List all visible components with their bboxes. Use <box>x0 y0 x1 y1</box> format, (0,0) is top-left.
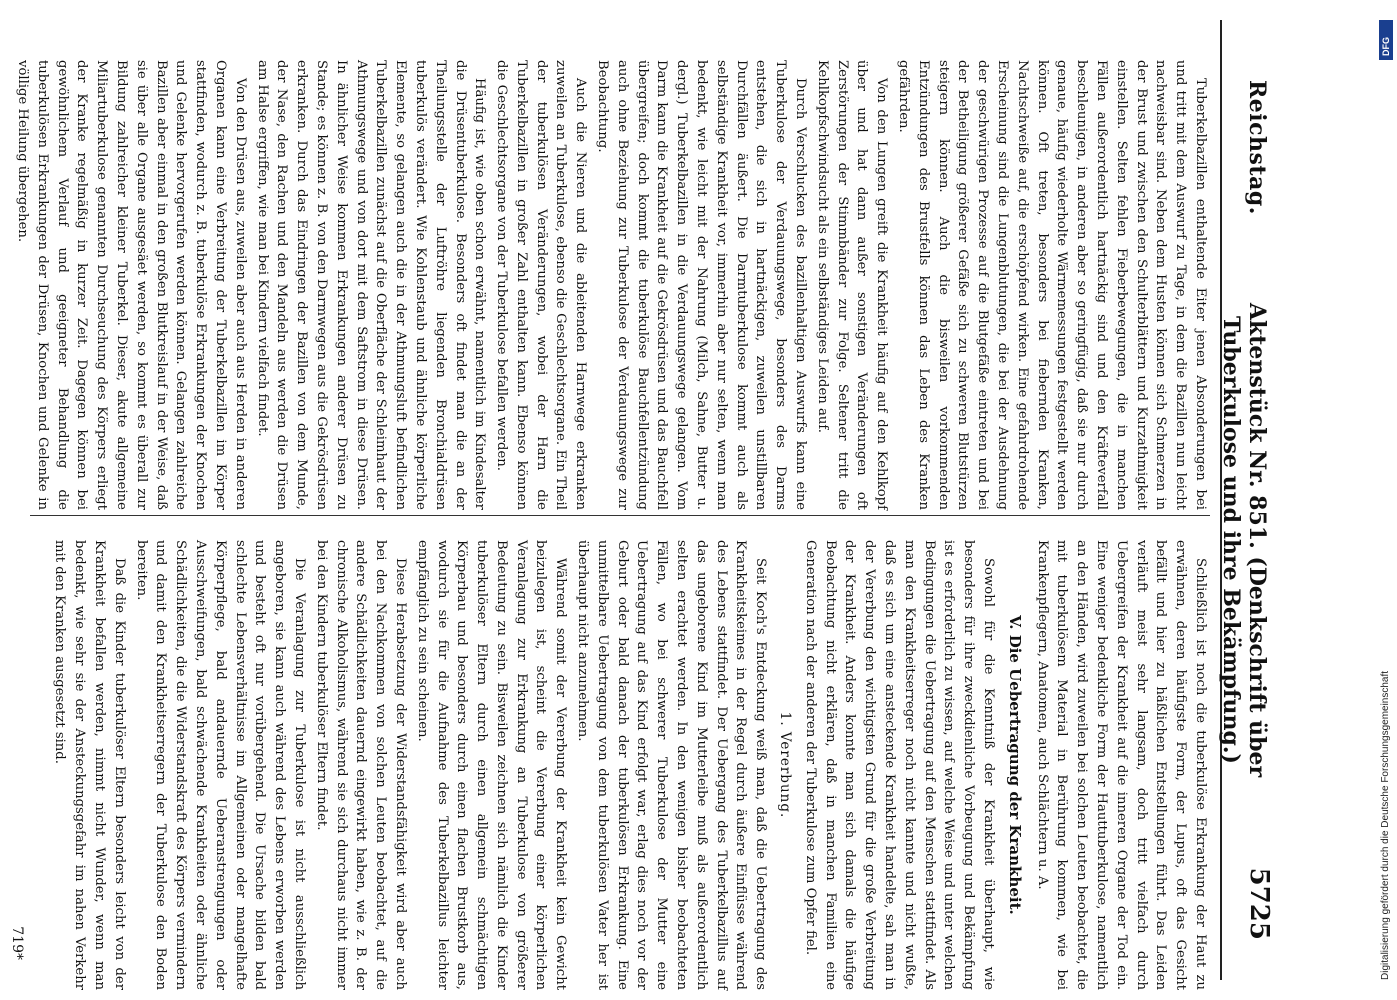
paragraph: Auch die Nieren und die ableitenden Harnwege erkranken zuweilen an Tuberkulose, ebenso die Geschlechtsorgane. Ein Theil der tuberkulösen Veränderungen, wobei der Harn die Tuberkelbazillen in großer Zahl enthalten kann. Ebenso können die Geschlechtsorgane von der Tuberkulose befallen werden. <box>494 60 589 510</box>
paragraph: Durch Verschlucken des bazillenhaltigen Auswurfs kann eine Tuberkulose der Verdauungswege, besonders des Darms entstehen, die sich in hartnäckigen, zuweilen unstillbaren Durchfällen äußert. Die Darmtuberkulose kommt auch als selbständige Krankheit vor, immerhin aber nur selten, wenn man bedenkt, wie leicht mit der Nahrung (Milch, Sahne, Butter u. dergl.) Tuberkelbazillen in die Verdauungswege gelangen. Vom Darm kann die Krankheit auf die Gekrösdrüsen und das Bauchfell übergreifen; doch kommt die tuberkulöse Bauchfellentzündung auch ohne Beziehung zur Tuberkulose der Verdauungswege zur Beobachtung. <box>595 60 809 510</box>
paragraph: Von den Lungen greift die Krankheit häufig auf den Kehlkopf über und hat dann außer sonstigen Veränderungen oft Zerstörungen der Stimmbänder zur Folge. Seltener tritt die Kehlkopfschwindsucht als ein selbständiges Leiden auf. <box>814 60 890 510</box>
paragraph: Die Veranlagung zur Tuberkulose ist nicht ausschließlich angeboren, sie kann auch während des Lebens erworben werden und besteht oft nur vorübergehend. Die Ursache bilden bald schlechte Lebensverhältnisse im Allgemeinen oder mangelhafte Körperpflege, bald andauernde Ueberanstrengungen oder Ausschweifungen, bald schwächende Krankheiten oder ähnliche Schädlichkeiten, die die Widerstandskraft des Körpers vermindern und damit den Krankheitserregern der Tuberkulose den Boden bereiten. <box>133 540 307 990</box>
funding-note: Digitalisierung gefördert durch die Deutsche Forschungsgemeinschaft <box>1380 670 1391 980</box>
side-note <box>1377 20 1397 980</box>
page-header <box>1220 20 1282 980</box>
paragraph: Schließlich ist noch die tuberkulöse Erkrankung der Haut zu erwähnen, deren häufigste Form, der Lupus, oft das Gesicht befällt und hier zu häßlichen Entstellungen führt. Das Leiden verläuft meist sehr langsam, doch tritt vielfach durch Uebergreifen der Krankheit auf die inneren Organe der Tod ein. Eine weniger bedenkliche Form der Hauttuberkulose, namentlich an den Händen, wird zuweilen bei solchen Leuten beobachtet, die mit tuberkulösem Material in Berührung kommen, wie bei Krankenpflegern, Anatomen, auch Schlächtern u. A. <box>1034 540 1208 990</box>
paragraph: Seit Koch's Entdeckung weiß man, daß die Uebertragung des Krankheitskeimes in der Regel durch äußere Einflüsse während des Lebens stattfindet. Der Uebergang des Tuberkelbazillus auf das ungeborene Kind im Mutterleibe muß als außerordentlich selten erachtet werden. In den wenigen bisher beobachteten Fällen, wo bei schwerer Tuberkulose der Mutter eine Uebertragung auf das Kind erfolgt war, erlag dies noch vor der Geburt oder bald danach der tuberkulösen Erkrankung. Eine unmittelbare Uebertragung von dem tuberkulösen Vater her ist überhaupt nicht anzunehmen. <box>575 540 769 990</box>
paragraph: Von den Drüsen aus, zuweilen aber auch aus Herden in anderen Organen kann eine Verbreitung der Tuberkelbazillen im Körper stattfinden, wodurch z. B. tuberkulöse Erkrankungen der Knochen und Gelenke hervorgerufen werden können. Gelangen zahlreiche Bazillen aber einmal in den großen Blutkreislauf in der Weise, daß sie über alle Organe ausgesäet werden, so kommt es überall zur Bildung zahlreicher kleiner Tuberkel. Dieser, akute allgemeine Miliartuberkulose genannten Durchseuchung des Körpers erliegt der Kranke regelmäßig in kurzer Zeit. Dagegen können bei gewöhnlichem Verlauf und geeigneter Behandlung die tuberkulösen Erkrankungen der Drüsen, Knochen und Gelenke in völlige Heilung übergehen. <box>14 60 248 510</box>
page-number: 5725 <box>1244 867 1274 940</box>
paragraph: Diese Herabsetzung der Widerstandsfähigkeit wird aber auch bei den Nachkommen von solchen Leuten beobachtet, auf die andere Schädlichkeiten dauernd eingewirkt haben, wie z. B. der chronische Alkoholismus, während sie sich durchaus nicht immer bei den Kindern tuberkulöser Eltern findet. <box>313 540 408 990</box>
left-column <box>14 60 1210 510</box>
paragraph: Daß die Kinder tuberkulöser Eltern besonders leicht von der Krankheit befallen werden, nimmt nicht Wunder, wenn man bedenkt, wie sehr sie der Ansteckungsgefahr im nahen Verkehr mit den Kranken ausgesetzt sind. <box>52 540 127 990</box>
header-left: Reichstag. <box>1244 80 1270 215</box>
paragraph: Tuberkelbazillen enthaltende Eiter jenen Absonderungen bei und tritt mit dem Auswurf zu Tage, in dem die Bazillen nun leicht nachweisbar sind. Neben dem Husten können sich Schmerzen in der Brust und zwischen den Schulterblättern und Kurzathmigkeit einstellen. Selten fehlen Fieberbewegungen, die in manchen Fällen außerordentlich hartnäckig sind und den Kräfteverfall beschleunigen, in anderen aber so geringfügig, daß sie nur durch genaue, häufig wiederholte Wärmemessungen festgestellt werden können. Oft treten, besonders bei fiebernden Kranken, Nachtschweiße auf, die erschöpfend wirken. Eine gefahrdrohende Erscheinung sind die Lungenblutungen, die bei der Ausdehnung der geschwürigen Prozesse auf die Blutgefäße eintreten und bei der Betheiligung größerer Gefäße sich zu schweren Blutstürzen steigern können. Auch die bisweilen vorkommenden Entzündungen des Brustfells können das Leben des Kranken gefährden. <box>896 60 1208 510</box>
paragraph: Sowohl für die Kenntniß der Krankheit überhaupt, wie besonders für ihre zweckdienliche Vorbeugung und Bekämpfung ist es erforderlich zu wissen, auf welche Weise und unter welchen Bedingungen die Uebertragung auf den Menschen stattfindet. Als man den Krankheitserreger noch nicht kannte und nicht wußte, daß es sich um eine ansteckende Krankheit handelte, sah man in der Vererbung den wichtigsten Grund für die große Verbreitung der Krankheit. Anders konnte man sich damals die häufige Beobachtung nicht erklären, daß in manchen Familien eine Generation nach der anderen der Tuberkulose zum Opfer fiel. <box>802 540 997 990</box>
footer-page-ref: 719* <box>9 926 25 960</box>
column-divider <box>30 515 1210 516</box>
paragraph: Während somit der Vererbung der Krankheit kein Gewicht beizulegen ist, scheint die Vererbung einer körperlichen Veranlagung zur Erkrankung an Tuberkulose von größerer Bedeutung zu sein. Bisweilen zeichnen sich nämlich die Kinder tuberkulöser Eltern durch einen allgemein schmächtigen Körperbau und besonders durch einen flachen Brustkorb aus, wodurch sie für die Aufnahme des Tuberkelbazillus leichter empfänglich zu sein scheinen. <box>414 540 569 990</box>
right-column <box>30 540 1210 990</box>
logo-text: DFG <box>1381 37 1391 56</box>
section-heading: V. Die Uebertragung der Krankheit. <box>1005 615 1024 915</box>
paragraph: Häufig ist, wie oben schon erwähnt, namentlich im Kindesalter die Drüsentuberkulose. Besonders oft findet man die an der Theilungsstelle der Luftröhre liegenden Bronchialdrüsen tuberkulös verändert. Wie Kohlenstaub und ähnliche körperliche Elemente, so gelangen auch die in der Athmungsluft befindlichen Tuberkelbazillen zunächst auf die Oberfläche der Schleimhaut der Athmungswege und von dort mit dem Saftstrom in diese Drüsen. In ähnlicher Weise kommen Erkrankungen anderer Drüsen zu Stande; es können z. B. von den Darmwegen aus die Gekrösdrüsen erkranken. Durch das Eindringen der Bazillen von dem Munde, der Nase, den Rachen und den Mandeln aus werden die Drüsen am Halse ergriffen, wie man bei Kindern vielfach findet. <box>254 60 488 510</box>
header-title: Aktenstück Nr. 851. (Denkschrift über Tuberkulose und ihre Bekämpfung.) <box>1218 302 1270 778</box>
subsection-heading: 1. Vererbung. <box>777 711 794 819</box>
